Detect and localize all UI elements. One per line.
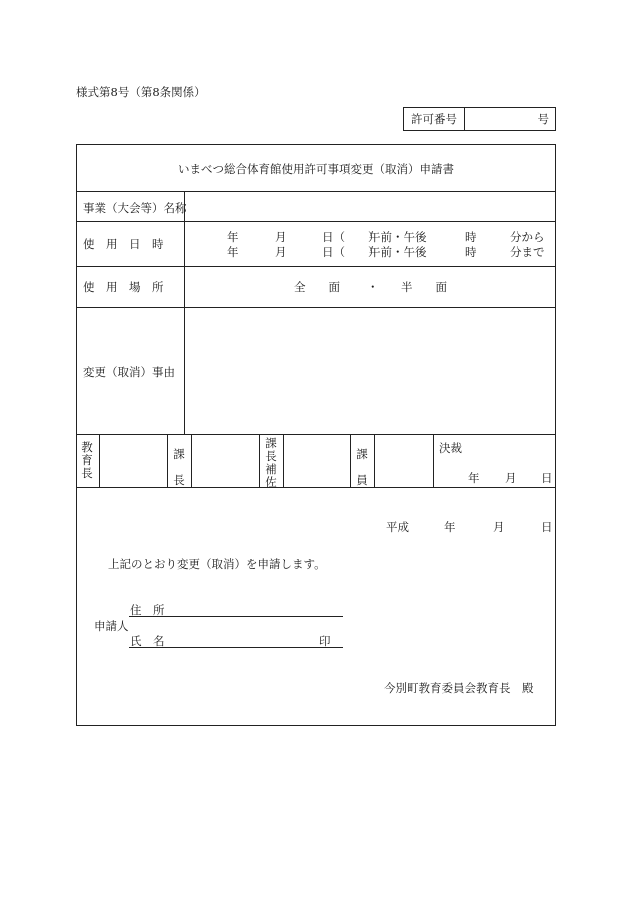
start-year: 年 — [227, 230, 239, 244]
applicant-label: 申請人 — [94, 619, 129, 633]
place-label: 使 用 場 所 — [83, 280, 164, 294]
application-form — [76, 144, 556, 726]
decision-month: 月 — [505, 471, 517, 485]
start-month: 月 — [275, 230, 287, 244]
start-ampm: 午前・午後 — [369, 230, 427, 244]
decision-day: 日 — [541, 471, 553, 485]
decision-year: 年 — [468, 471, 480, 485]
staff-label: 課員 — [356, 447, 368, 487]
reason-label: 変更（取消）事由 — [83, 365, 175, 379]
application-month: 月 — [493, 520, 505, 534]
form-title: いまべつ総合体育館使用許可事項変更（取消）申請書 — [178, 162, 454, 176]
end-hour: 時 — [465, 245, 477, 259]
permit-number-label: 許可番号 — [404, 108, 465, 130]
seal-mark: 印 — [319, 634, 331, 648]
application-era: 平成 — [386, 520, 409, 534]
address-label: 住 所 — [130, 603, 165, 617]
section-chief-label: 課長 — [173, 447, 185, 487]
event-name-label: 事業（大会等）名称 — [83, 201, 187, 215]
place-full: 全 面 — [294, 280, 340, 294]
application-statement: 上記のとおり変更（取消）を申請します。 — [108, 557, 326, 571]
form-number: 様式第8号（第8条関係） — [76, 85, 206, 99]
permit-number-suffix: 号 — [537, 112, 549, 126]
place-separator: ・ — [367, 280, 379, 294]
place-half: 半 面 — [401, 280, 447, 294]
end-month: 月 — [275, 245, 287, 259]
permit-number-box — [403, 107, 556, 131]
addressee: 今別町教育委員会教育長 殿 — [384, 681, 534, 695]
start-minute: 分から — [510, 230, 545, 244]
end-day: 日（ ） — [322, 245, 380, 259]
end-minute: 分まで — [510, 245, 545, 259]
name-label: 氏 名 — [130, 634, 165, 648]
start-day: 日（ ） — [322, 230, 380, 244]
decision-label: 決裁 — [439, 441, 462, 455]
usage-datetime-label: 使 用 日 時 — [83, 237, 164, 251]
assistant-chief-label: 課長補佐 — [265, 436, 277, 489]
end-ampm: 午前・午後 — [369, 245, 427, 259]
start-hour: 時 — [465, 230, 477, 244]
superintendent-label: 教育長 — [81, 440, 93, 480]
application-day: 日 — [541, 520, 553, 534]
end-year: 年 — [227, 245, 239, 259]
application-year: 年 — [444, 520, 456, 534]
